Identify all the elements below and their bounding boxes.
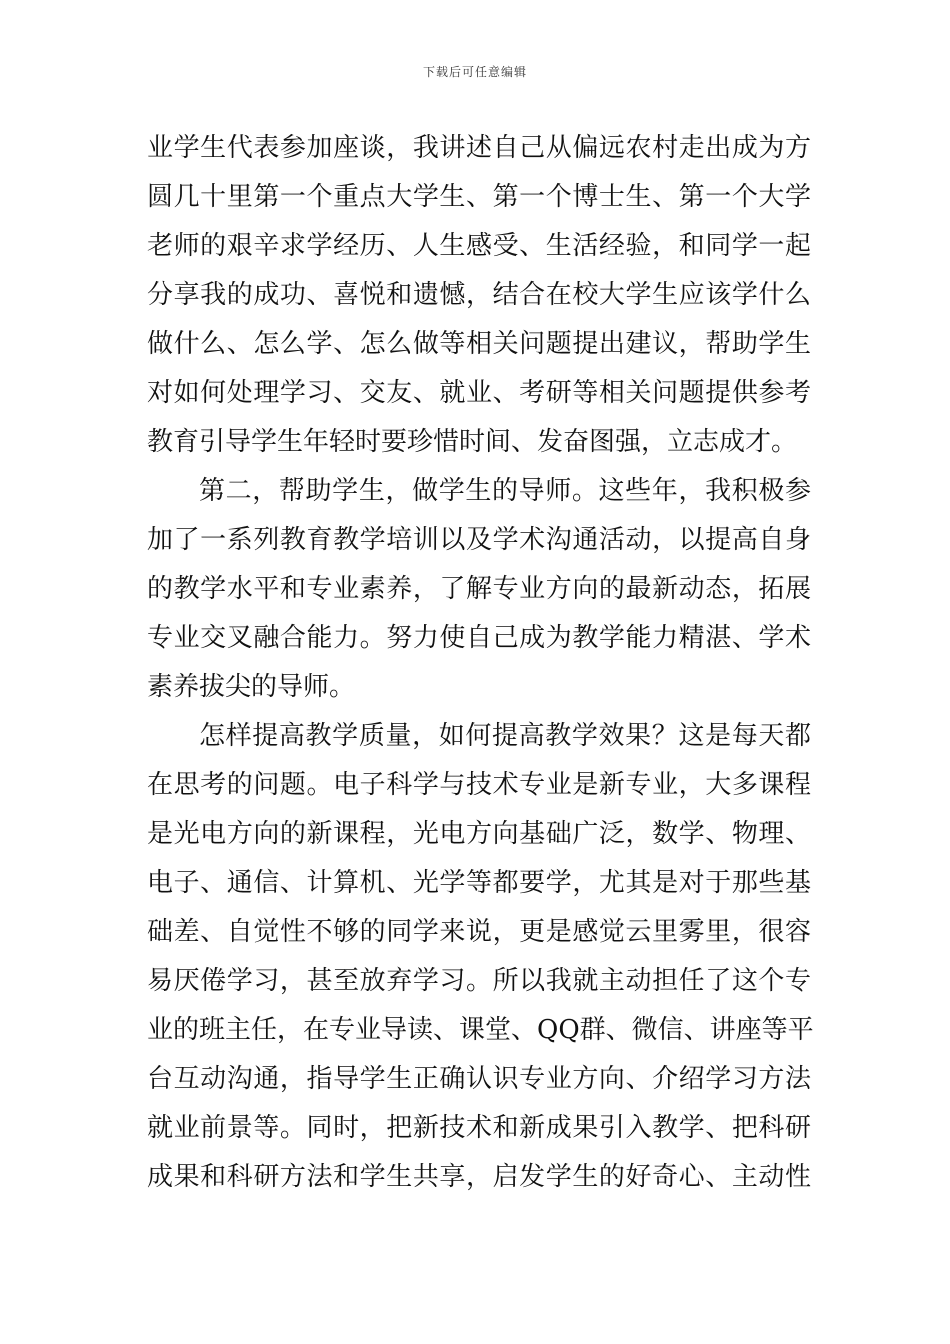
text-line: 的教学水平和专业素养，了解专业方向的最新动态，拓展 [147, 574, 811, 604]
text-line: 做什么、怎么学、怎么做等相关问题提出建议，帮助学生 [147, 329, 811, 359]
text-line: 素养拔尖的导师。 [147, 672, 356, 702]
text-line: 成果和科研方法和学生共享，启发学生的好奇心、主动性 [147, 1162, 811, 1192]
text-line: 就业前景等。同时，把新技术和新成果引入教学、把科研 [147, 1113, 811, 1143]
text-line: 教育引导学生年轻时要珍惜时间、发奋图强，立志成才。 [147, 427, 798, 457]
text-line: 础差、自觉性不够的同学来说，更是感觉云里雾里，很容 [147, 917, 811, 947]
page-header: 下载后可任意编辑 [422, 65, 527, 79]
text-line: 业的班主任，在专业导读、课堂、QQ群、微信、讲座等平 [147, 1015, 814, 1045]
text-line: 是光电方向的新课程，光电方向基础广泛，数学、物理、 [147, 819, 811, 849]
text-line: 加了一系列教育教学培训以及学术沟通活动，以提高自身 [147, 525, 811, 555]
text-line: 电子、通信、计算机、光学等都要学，尤其是对于那些基 [147, 868, 811, 898]
text-line: 怎样提高教学质量，如何提高教学效果？这是每天都 [199, 721, 811, 751]
text-line: 业学生代表参加座谈，我讲述自己从偏远农村走出成为方 [147, 133, 811, 163]
text-line: 在思考的问题。电子科学与技术专业是新专业，大多课程 [147, 770, 811, 800]
text-line: 台互动沟通，指导学生正确认识专业方向、介绍学习方法 [147, 1064, 811, 1094]
text-line: 易厌倦学习，甚至放弃学习。所以我就主动担任了这个专 [147, 966, 811, 996]
text-line: 圆几十里第一个重点大学生、第一个博士生、第一个大学 [147, 182, 811, 212]
text-line: 分享我的成功、喜悦和遗憾，结合在校大学生应该学什么 [147, 280, 811, 310]
document-body [147, 124, 814, 1202]
text-line: 专业交叉融合能力。努力使自己成为教学能力精湛、学术 [147, 623, 811, 653]
text-line: 老师的艰辛求学经历、人生感受、生活经验，和同学一起 [147, 231, 811, 261]
text-line: 对如何处理学习、交友、就业、考研等相关问题提供参考 [147, 378, 811, 408]
text-line: 第二，帮助学生，做学生的导师。这些年，我积极参 [199, 476, 811, 506]
